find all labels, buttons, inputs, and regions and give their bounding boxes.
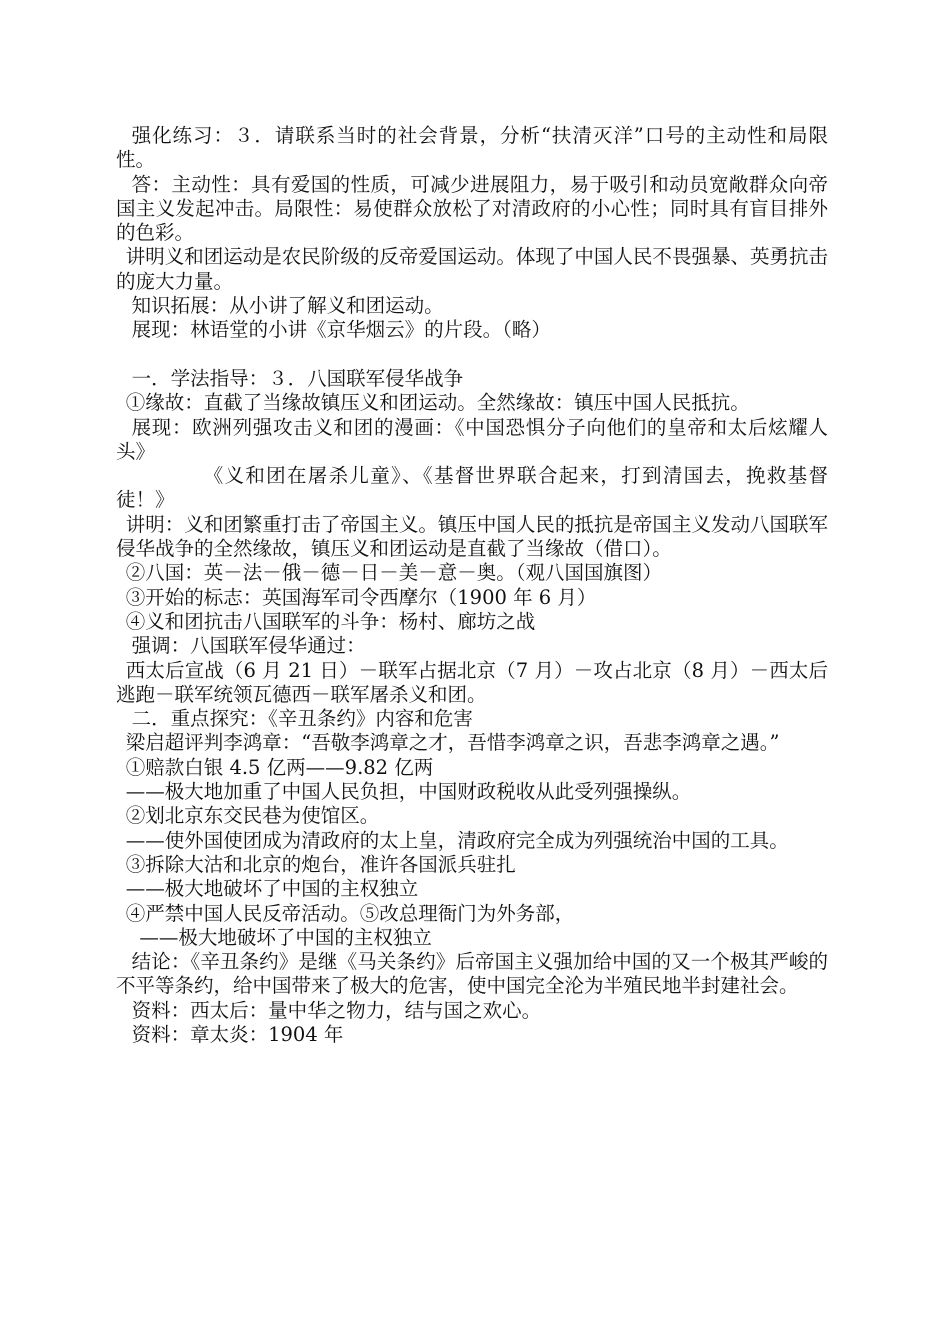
invasion-timeline: 西太后宣战（6 月 21 日）－联军占据北京（7 月）－攻占北京（8 月）－西太后逃跑－联军统领瓦德西－联军屠杀义和团。 xyxy=(116,658,828,706)
list-item-resistance: ④义和团抗击八国联军的斗争：杨村、廊坊之战 xyxy=(125,609,536,633)
cartoon-titles: 《义和团在屠杀儿童》、《基督世界联合起来，打到清国去，挽救基督徒！》 xyxy=(116,464,828,512)
list-item-cause: ①缘故：直截了当缘故镇压义和团运动。全然缘故：镇压中国人民抵抗。 xyxy=(125,391,750,415)
liang-qichao-quote: 梁启超评判李鸿章：“吾敬李鸿章之才，吾惜李鸿章之识，吾悲李鸿章之遇。” xyxy=(125,731,780,755)
explanation-paragraph: 讲明：义和团繁重打击了帝国主义。镇压中国人民的抵抗是帝国主义发动八国联军侵华战争的全然缘故，镇压义和团运动是直截了当缘故（借口）。 xyxy=(116,512,828,561)
treaty-item-forts: ③拆除大沽和北京的炮台，准许各国派兵驻扎 xyxy=(125,852,516,876)
exercise-answer: 答：主动性：具有爱国的性质，可减少进展阻力，易于吸引和动员宽敞群众向帝国主义发起冲击。局限性：易使群众放松了对清政府的小心性；同时具有盲目排外的色彩。 xyxy=(116,172,828,245)
treaty-effect: ——使外国使团成为清政府的太上皇，清政府完全成为列强统治中国的工具。 xyxy=(125,828,789,852)
treaty-item-indemnity: ①赔款白银 4.5 亿两——9.82 亿两 xyxy=(125,755,434,779)
document-page xyxy=(116,124,828,1047)
display-cartoons: 展现：欧洲列强攻击义和团的漫画：《中国恐惧分子向他们的皇帝和太后炫耀人头》 xyxy=(116,415,828,463)
treaty-item-legation: ②划北京东交民巷为使馆区。 xyxy=(125,804,380,828)
section-heading-treaty: 二．重点探究：《辛丑条约》内容和危害 xyxy=(131,707,473,731)
treaty-item-ban: ④严禁中国人民反帝活动。⑤改总理衙门为外务部， xyxy=(125,901,575,925)
conclusion-paragraph: 结论：《辛丑条约》是继《马关条约》后帝国主义强加给中国的又一个极其严峻的不平等条约，给中国带来了极大的危害，使中国完全沦为半殖民地半封建社会。 xyxy=(116,950,828,998)
source-material: 资料：章太炎：1904 年 xyxy=(131,1022,344,1046)
section-heading-guidance: 一．学法指导：３．八国联军侵华战争 xyxy=(131,366,464,390)
explanation-paragraph: 讲明义和团运动是农民阶级的反帝爱国运动。体现了中国人民不畏强暴、英勇抗击的庞大力量。 xyxy=(116,245,828,293)
source-material: 资料：西太后：量中华之物力，结与国之欢心。 xyxy=(131,998,542,1022)
treaty-effect: ——极大地加重了中国人民负担，中国财政税收从此受列强操纵。 xyxy=(125,780,692,804)
list-item-eight-nations: ②八国：英－法－俄－德－日－美－意－奥。（观八国国旗图） xyxy=(125,561,663,585)
treaty-effect: ——极大地破坏了中国的主权独立 xyxy=(125,877,419,901)
knowledge-extension: 知识拓展：从小讲了解义和团运动。 xyxy=(131,294,444,318)
list-item-start-sign: ③开始的标志：英国海军司令西摩尔（1900 年 6 月） xyxy=(125,585,597,609)
treaty-effect: ——极大地破坏了中国的主权独立 xyxy=(139,925,432,949)
blank-line xyxy=(116,343,828,367)
display-note: 展现：林语堂的小讲《京华烟云》的片段。（略） xyxy=(131,318,551,342)
exercise-question: 强化练习：３．请联系当时的社会背景，分析“扶清灭洋”口号的主动性和局限性。 xyxy=(116,124,828,172)
emphasis-heading: 强调：八国联军侵华通过： xyxy=(131,634,366,658)
